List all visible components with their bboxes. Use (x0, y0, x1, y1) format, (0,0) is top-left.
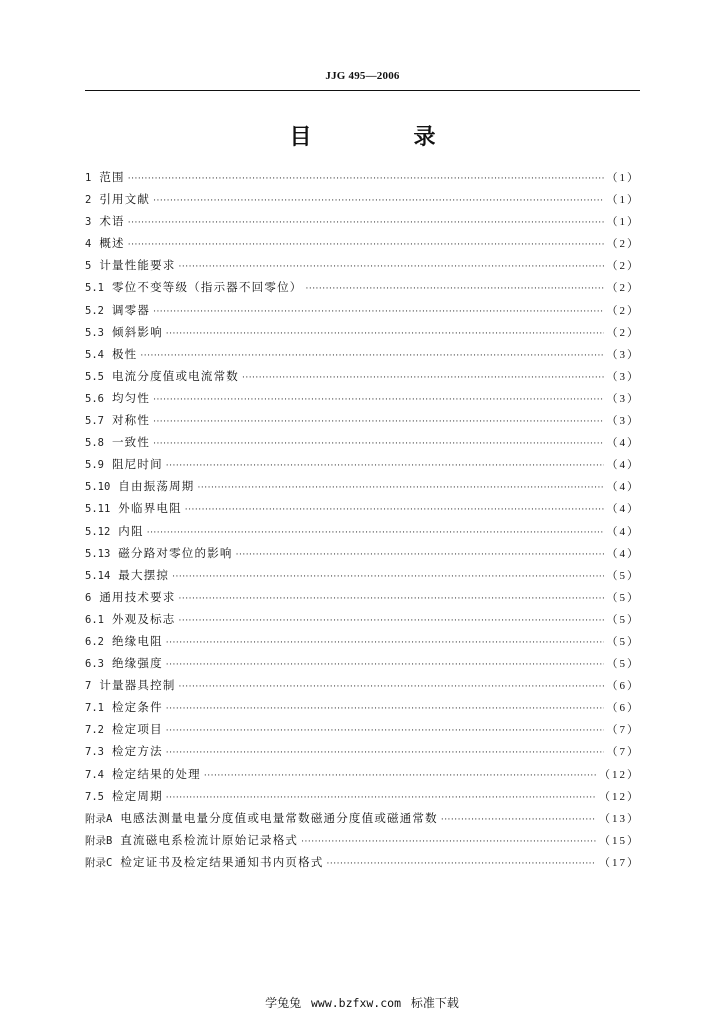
toc-entry-page: （2） (606, 326, 640, 339)
toc-entry[interactable] (85, 235, 640, 257)
toc-entry-number: 3 (85, 216, 92, 229)
toc-entry-number: 5.5 (85, 370, 104, 383)
toc-leader-dots (166, 793, 596, 803)
toc-entry-number: 5.7 (85, 415, 104, 428)
toc-entry[interactable] (85, 213, 640, 235)
toc-entry[interactable] (85, 633, 640, 655)
toc-entry[interactable] (85, 434, 640, 456)
toc-entry-page: （4） (606, 525, 640, 538)
toc-leader-dots (198, 483, 604, 493)
toc-entry-number: 6.2 (85, 635, 104, 648)
toc-entry[interactable] (85, 810, 640, 832)
toc-entry-number: 2 (85, 194, 92, 207)
toc-entry-page: （2） (606, 282, 640, 295)
toc-leader-dots (153, 196, 603, 206)
toc-entry-title: 概述 (99, 236, 125, 251)
toc-entry[interactable] (85, 279, 640, 301)
toc-entry-page: （15） (599, 834, 640, 847)
toc-leader-dots (178, 616, 603, 626)
toc-leader-dots (153, 417, 603, 427)
toc-entry-number: 5.11 (85, 503, 111, 516)
toc-entry-title: 术语 (99, 214, 125, 229)
toc-entry-number: 5.9 (85, 459, 104, 472)
toc-entry-number: 7 (85, 680, 92, 693)
toc-entry[interactable] (85, 832, 640, 854)
toc-entry-page: （3） (606, 392, 640, 405)
toc-entry-title: 直流磁电系检流计原始记录格式 (120, 832, 299, 847)
toc-entry-page: （17） (599, 856, 640, 869)
toc-entry-title: 倾斜影响 (111, 324, 163, 339)
toc-entry-number: 1 (85, 172, 92, 184)
toc-leader-dots (166, 638, 604, 648)
toc-leader-dots (327, 859, 596, 869)
toc-entry-title: 外临界电阻 (118, 501, 182, 516)
toc-leader-dots (166, 704, 604, 714)
toc-entry-title: 极性 (111, 346, 138, 361)
toc-entry[interactable] (85, 545, 640, 567)
toc-leader-dots (166, 748, 604, 758)
toc-entry-number: 附录C (85, 856, 113, 869)
toc-entry-number: 附录A (85, 812, 113, 825)
toc-entry-number: 6.1 (85, 613, 104, 626)
toc-leader-dots (179, 262, 604, 272)
toc-leader-dots (305, 284, 603, 294)
toc-entry-title: 范围 (99, 170, 125, 184)
toc-entry-title: 一致性 (111, 435, 151, 450)
toc-entry-title: 对称性 (111, 413, 151, 428)
toc-entry-page: （12） (599, 768, 640, 781)
toc-entry-page: （5） (606, 613, 640, 626)
toc-entry-title: 检定项目 (111, 722, 163, 737)
toc-entry-number: 6 (85, 591, 92, 604)
toc-entry[interactable] (85, 368, 640, 390)
toc-entry[interactable] (85, 523, 640, 545)
toc-leader-dots (441, 815, 596, 825)
footer-website-link[interactable]: www.bzfxw.com (310, 996, 401, 1010)
toc-entry-title: 最大摆掠 (118, 567, 170, 582)
toc-entry-page: （5） (606, 658, 640, 671)
toc-leader-dots (179, 682, 604, 692)
toc-entry[interactable] (85, 456, 640, 478)
toc-entry-number: 6.3 (85, 658, 104, 671)
toc-entry-number: 7.4 (85, 768, 104, 781)
toc-entry-page: （13） (599, 812, 640, 825)
toc-entry-page: （6） (606, 702, 640, 715)
toc-entry[interactable] (85, 169, 640, 191)
toc-entry-page: （3） (606, 415, 640, 428)
toc-entry[interactable] (85, 567, 640, 589)
toc-leader-dots (185, 505, 604, 515)
toc-entry-page: （5） (606, 569, 640, 582)
toc-entry-number: 7.3 (85, 746, 104, 759)
toc-entry-title: 调零器 (111, 302, 151, 317)
toc-entry[interactable] (85, 743, 640, 765)
toc-leader-dots (147, 528, 604, 538)
toc-entry[interactable] (85, 191, 640, 213)
toc-entry-number: 5.12 (85, 525, 111, 538)
toc-entry[interactable] (85, 589, 640, 611)
toc-entry-page: （1） (606, 194, 640, 207)
toc-entry-page: （4） (606, 437, 640, 450)
toc-entry[interactable] (85, 788, 640, 810)
footer-brand: 学兔兔 (265, 996, 302, 1010)
toc-entry-page: （6） (606, 680, 640, 693)
toc-entry[interactable] (85, 854, 640, 876)
toc-entry-title: 内阻 (118, 523, 144, 538)
toc-entry-page: （1） (606, 216, 640, 229)
toc-entry[interactable] (85, 412, 640, 434)
toc-leader-dots (153, 395, 603, 405)
toc-entry-page: （7） (606, 746, 640, 759)
footer-label: 标准下载 (410, 996, 459, 1010)
toc-leader-dots (166, 329, 604, 339)
toc-entry[interactable] (85, 611, 640, 633)
toc-entry[interactable] (85, 478, 640, 500)
toc-leader-dots (166, 660, 604, 670)
toc-entry-title: 电流分度值或电流常数 (111, 368, 239, 383)
toc-entry-title: 零位不变等级（指示器不回零位） (111, 280, 303, 295)
toc-leader-dots (242, 373, 604, 383)
toc-entry[interactable] (85, 699, 640, 721)
toc-entry-page: （12） (599, 790, 640, 803)
toc-entry[interactable] (85, 302, 640, 324)
toc-leader-dots (166, 461, 604, 471)
toc-entry-number: 5.2 (85, 304, 104, 317)
toc-entry-title: 外观及标志 (111, 611, 176, 626)
toc-leader-dots (140, 351, 603, 361)
toc-entry-page: （5） (606, 591, 640, 604)
toc-entry[interactable] (85, 257, 640, 279)
toc-leader-dots (166, 726, 604, 736)
toc-entry[interactable] (85, 346, 640, 368)
toc-entry[interactable] (85, 677, 640, 699)
toc-entry-number: 5.6 (85, 392, 104, 405)
toc-entry-number: 7.5 (85, 790, 104, 803)
toc-entry[interactable] (85, 721, 640, 743)
toc-entry-number: 附录B (85, 834, 113, 847)
toc-entry-title: 检定方法 (111, 744, 163, 759)
toc-entry-title: 检定证书及检定结果通知书内页格式 (120, 854, 324, 869)
toc-entry[interactable] (85, 500, 640, 522)
toc-entry-page: （5） (606, 635, 640, 648)
toc-entry-title: 阻尼时间 (111, 457, 163, 472)
toc-leader-dots (153, 439, 603, 449)
toc-entry-page: （4） (606, 503, 640, 516)
page-title: 目 录 (289, 125, 476, 150)
toc-entry-title: 均匀性 (111, 390, 151, 405)
toc-entry-page: （2） (606, 260, 640, 273)
toc-entry-number: 5.4 (85, 348, 104, 361)
toc-leader-dots (236, 550, 604, 560)
toc-entry-page: （2） (606, 238, 640, 251)
toc-entry-title: 检定周期 (111, 788, 163, 803)
toc-entry-title: 检定结果的处理 (111, 766, 201, 781)
toc-entry-page: （2） (606, 304, 640, 317)
toc-entry-page: （4） (606, 459, 640, 472)
toc-entry-title: 电感法测量电量分度值或电量常数磁通分度值或磁通常数 (120, 810, 438, 825)
toc-entry-number: 5 (85, 260, 92, 273)
toc-leader-dots (179, 594, 604, 604)
toc-entry-page: （3） (606, 348, 640, 361)
footer (0, 994, 724, 1011)
toc-leader-dots (153, 307, 603, 317)
toc-entry-page: （4） (606, 481, 640, 494)
toc-leader-dots (301, 837, 596, 847)
toc-entry-page: （7） (606, 724, 640, 737)
toc-entry-number: 5.14 (85, 569, 111, 582)
toc-leader-dots (128, 218, 604, 228)
toc-entry-title: 通用技术要求 (99, 589, 176, 604)
toc-entry-number: 5.1 (85, 282, 104, 295)
standard-code-header: JJG 495—2006 (325, 70, 400, 82)
toc-entry[interactable] (85, 324, 640, 346)
toc-entry-number: 7.2 (85, 724, 104, 737)
toc-entry[interactable] (85, 766, 640, 788)
toc-leader-dots (128, 240, 604, 250)
toc-entry-number: 7.1 (85, 702, 104, 715)
toc-leader-dots (204, 771, 596, 781)
toc-entry[interactable] (85, 390, 640, 412)
toc-entry-number: 5.10 (85, 481, 111, 494)
toc-entry-title: 引用文献 (99, 192, 151, 207)
toc-entry-page: （3） (606, 370, 640, 383)
header-rule (85, 90, 640, 91)
toc-leader-dots (172, 572, 603, 582)
toc-entry-page: （4） (606, 547, 640, 560)
toc-entry-number: 5.13 (85, 547, 111, 560)
toc-entry-number: 5.8 (85, 437, 104, 450)
toc-entry-title: 检定条件 (111, 700, 163, 715)
toc-entry-number: 4 (85, 238, 92, 251)
toc-leader-dots (128, 174, 604, 184)
toc-entry[interactable] (85, 655, 640, 677)
toc-entry-title: 绝缘强度 (111, 656, 163, 671)
toc-entry-title: 绝缘电阻 (111, 633, 163, 648)
toc-entry-page: （1） (606, 172, 640, 184)
toc-entry-number: 5.3 (85, 326, 104, 339)
toc-entry-title: 计量器具控制 (99, 678, 176, 693)
toc-entry-title: 自由振荡周期 (118, 479, 195, 494)
toc-entry-title: 计量性能要求 (99, 258, 176, 273)
table-of-contents (85, 169, 640, 876)
toc-entry-title: 磁分路对零位的影响 (118, 545, 233, 560)
